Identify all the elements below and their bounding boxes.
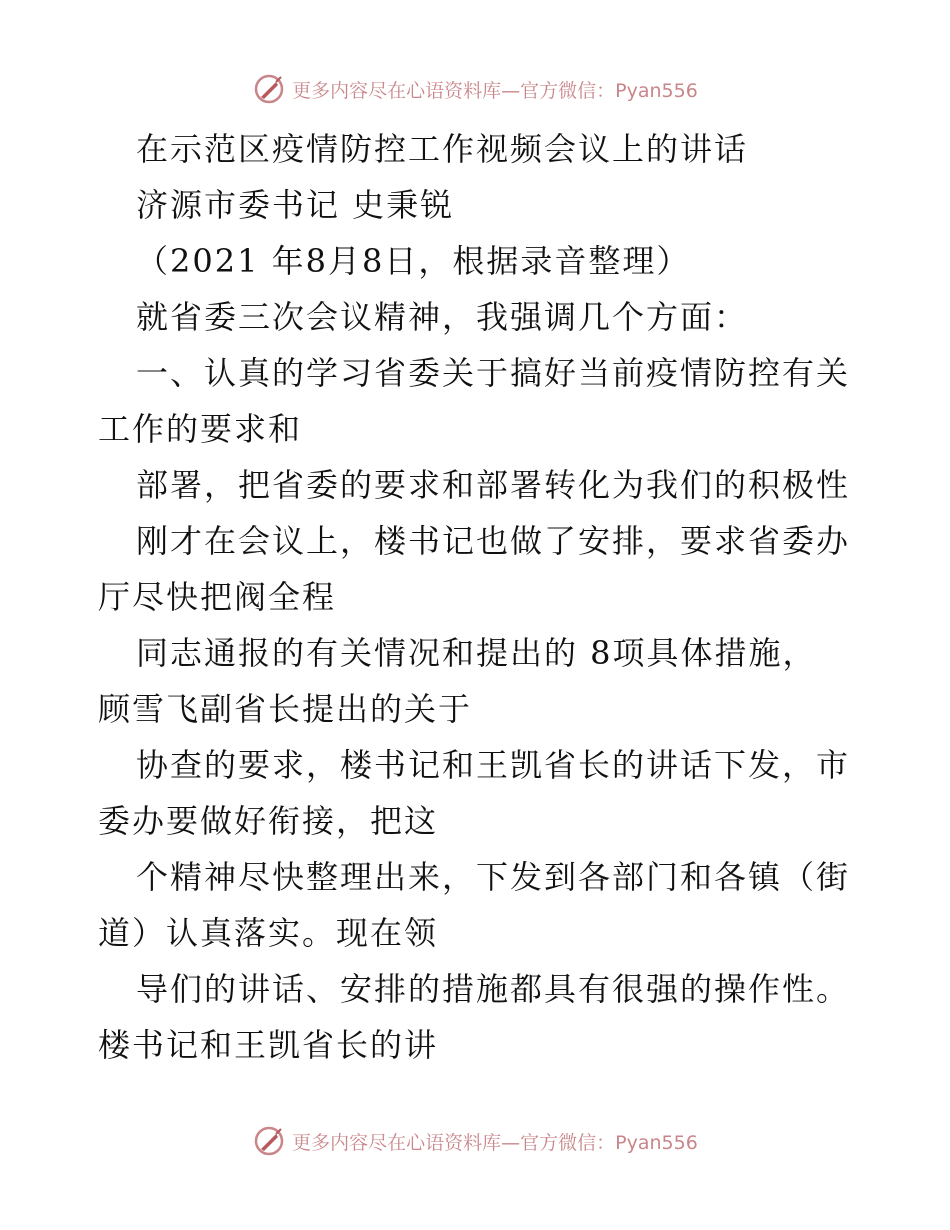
paragraph-line: 同志通报的有关情况和提出的 8项具体措施， [136,634,817,672]
paragraph-line: 部署，把省委的要求和部署转化为我们的积极性 [136,466,851,504]
paragraph-line: 导们的讲话、安排的措施都具有很强的操作性。 [136,970,851,1008]
quill-circle-logo-icon [252,72,286,106]
paragraph-line: 委办要做好衔接，把这 [98,802,439,840]
paragraph-line: 顾雪飞副省长提出的关于 [98,690,473,728]
paragraph-line: 楼书记和王凯省长的讲 [98,1026,439,1064]
paragraph-line: 工作的要求和 [98,410,303,448]
paragraph-line: 一、认真的学习省委关于搞好当前疫情防控有关 [136,354,851,392]
paragraph-line: 道）认真落实。现在领 [98,914,439,952]
paragraph-line: 刚才在会议上，楼书记也做了安排，要求省委办 [136,522,851,560]
paragraph-line: 个精神尽快整理出来，下发到各部门和各镇（街 [136,858,851,896]
document-body [98,121,858,1073]
watermark-header [0,72,950,106]
date-line: （2021 年8月8日，根据录音整理） [136,242,691,280]
paragraph-line: 协查的要求，楼书记和王凯省长的讲话下发，市 [136,746,851,784]
watermark-footer [0,1124,950,1158]
paragraph-line: 就省委三次会议精神，我强调几个方面： [136,298,749,336]
paragraph-line: 厅尽快把阀全程 [98,578,337,616]
speaker-line: 济源市委书记 史秉锐 [136,186,455,224]
watermark-text: 更多内容尽在心语资料库—官方微信：Pyan556 [292,1131,698,1154]
watermark-text: 更多内容尽在心语资料库—官方微信：Pyan556 [292,79,698,102]
document-title: 在示范区疫情防控工作视频会议上的讲话 [136,130,749,168]
quill-circle-logo-icon [252,1124,286,1158]
